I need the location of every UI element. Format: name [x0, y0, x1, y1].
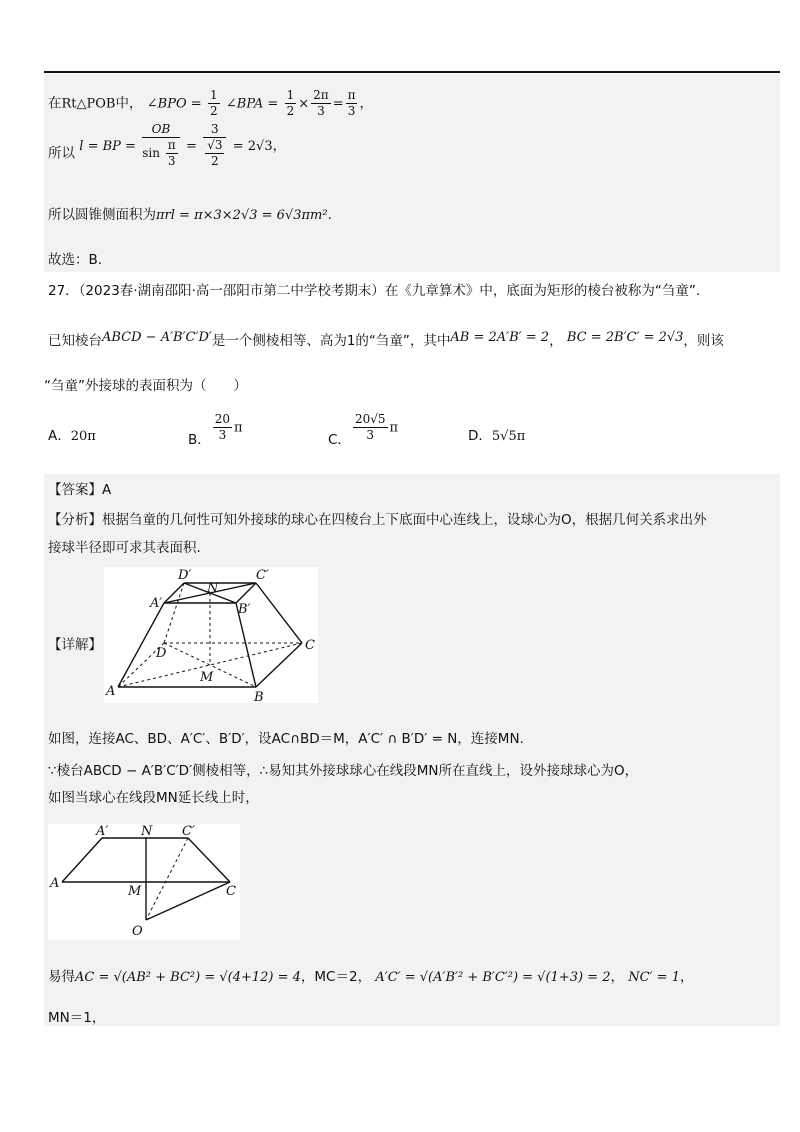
- fraction-pi-3-inner: [166, 138, 178, 169]
- solution-line-1: [48, 88, 373, 119]
- frac-num: π: [347, 88, 356, 102]
- fraction-pi-3: [346, 88, 358, 119]
- label-c1: C′: [256, 568, 269, 583]
- equals-sign: =: [332, 96, 344, 112]
- detail-paragraph-1: 如图，连接AC、BD、A′C′、B′D′，设AC∩BD＝M，A′C′ ∩ B′D′ = N，连接MN.: [48, 731, 524, 747]
- nc1-length: NC′ = 1: [628, 970, 680, 985]
- fraction-2pi-3: [311, 88, 331, 119]
- analysis-line-2: 接球半径即可求其表面积.: [48, 540, 201, 556]
- frac-num: 2π: [313, 88, 329, 102]
- frac-den: [142, 138, 179, 169]
- question-number: 27．: [48, 283, 79, 299]
- label-c1: C′: [182, 824, 195, 839]
- option-d[interactable]: [468, 426, 525, 447]
- option-c[interactable]: [328, 412, 399, 448]
- frac-den: 2: [209, 104, 218, 118]
- text-prefix: 所以圆锥侧面积为: [48, 207, 156, 223]
- option-label: A．: [48, 428, 71, 444]
- question-line-1: [48, 281, 700, 301]
- label-a1: A′: [150, 596, 163, 611]
- option-label: B．: [188, 431, 211, 448]
- question-line-3: “刍童”外接球的表面积为（ ）: [44, 378, 247, 394]
- frac-den: [203, 138, 226, 169]
- frac-den: 2: [286, 104, 295, 118]
- times-sign: ×: [298, 96, 310, 112]
- cross-section-figure: [48, 824, 240, 940]
- frac-den: 3: [167, 154, 176, 168]
- label-c: C: [226, 884, 236, 899]
- frac-den: 2: [211, 154, 219, 168]
- detail-label: 【详解】: [48, 637, 102, 653]
- frac-num: 20√5: [354, 412, 386, 426]
- frac-den: 3: [317, 104, 325, 118]
- comma: ，: [679, 969, 694, 985]
- text-prefix: 所以: [48, 145, 75, 162]
- label-d1: D′: [178, 568, 192, 583]
- detail-paragraph-2: ∵棱台ABCD − A′B′C′D′侧棱相等，∴易知其外接球球心在线段MN所在直线上，设外接球球心为O，: [48, 763, 639, 779]
- detail-paragraph-5: MN＝1，: [48, 1010, 106, 1026]
- question-source-text: （2023春·湖南邵阳·高一邵阳市第二中学校考期末）在《九章算术》中，底面为矩形的棱台被称为“刍童”.: [78, 283, 701, 299]
- ab-equation: AB = 2A′B′ = 2: [450, 330, 550, 345]
- comma: ，: [549, 333, 563, 349]
- text-a: 易得: [48, 969, 75, 985]
- solution-line-2: [48, 122, 287, 177]
- option-label: D．: [468, 428, 492, 444]
- label-m: M: [128, 884, 142, 899]
- frac-den: 3: [366, 428, 375, 442]
- sin-text: sin: [142, 146, 160, 160]
- lateral-area-formula: πrl = π×3×2√3 = 6√3πm²: [156, 208, 328, 223]
- mc-length: ，MC＝2，: [300, 969, 372, 985]
- frustum-figure: [104, 567, 318, 703]
- comma: ，: [272, 137, 287, 154]
- comma: ，: [359, 95, 373, 112]
- frac-den: 3: [218, 428, 227, 442]
- detail-paragraph-3: 如图当球心在线段MN延长线上时，: [48, 790, 259, 806]
- ac-length: AC = √(AB² + BC²) = √(4+12) = 4: [75, 970, 301, 985]
- frac-num: 20: [214, 412, 231, 426]
- label-b: B: [254, 690, 264, 703]
- label-n: N: [207, 581, 219, 596]
- solution-line-3: [48, 205, 332, 226]
- answer-line: 【答案】A: [48, 482, 112, 498]
- triangle-name: Rt△POB: [61, 96, 116, 112]
- frac-num: OB: [142, 122, 179, 138]
- label-d: D: [156, 646, 167, 661]
- option-pi: π: [389, 420, 399, 436]
- answer-choice-text: 故选：B.: [48, 252, 103, 268]
- angle-bpo: ∠BPO =: [146, 96, 202, 112]
- text-mid: 中，: [115, 95, 143, 112]
- comma: ，: [610, 969, 624, 985]
- option-label: C．: [328, 431, 351, 448]
- option-value: 5√5π: [491, 429, 526, 444]
- option-fraction: [353, 412, 388, 443]
- fraction-half: [208, 88, 220, 119]
- option-fraction: [213, 412, 232, 443]
- l-equals-bp: l = BP =: [79, 138, 136, 154]
- label-n: N: [141, 824, 153, 839]
- top-rule: [44, 71, 780, 73]
- question-line-2: [48, 331, 724, 352]
- frac-den: 3: [347, 104, 356, 118]
- option-a[interactable]: [48, 426, 96, 447]
- option-pi: π: [234, 420, 243, 436]
- text-g: ，则该: [683, 333, 724, 349]
- label-o: O: [132, 924, 143, 939]
- fraction-ob-over-sin: [142, 122, 179, 169]
- result-2root3: = 2√3: [232, 138, 273, 154]
- label-b1: B′: [238, 602, 251, 617]
- fraction-root3-2: [205, 138, 224, 169]
- text-prefix: 在: [48, 95, 62, 112]
- text-a: 已知棱台: [48, 333, 102, 349]
- detail-paragraph-4: [48, 967, 693, 988]
- frac-num: √3: [207, 138, 223, 152]
- label-m: M: [200, 670, 214, 685]
- angle-bpa: ∠BPA =: [225, 96, 279, 112]
- text-c: 是一个侧棱相等、高为1的“刍童”，其中: [211, 333, 451, 349]
- frac-num: 1: [286, 88, 295, 102]
- label-a: A: [106, 684, 116, 699]
- analysis-line-1: 【分析】根据刍童的几何性可知外接球的球心在四棱台上下底面中心连线上，设球心为O，根据几何关系求出外: [48, 512, 707, 528]
- period: .: [327, 207, 332, 223]
- label-a: A: [50, 876, 60, 891]
- frustum-name: ABCD − A′B′C′D′: [102, 330, 212, 345]
- label-a1: A′: [96, 824, 109, 839]
- option-b[interactable]: [188, 412, 243, 448]
- equals-sign: =: [185, 138, 197, 154]
- option-value: 20π: [70, 429, 96, 444]
- fraction-half-2: [285, 88, 297, 119]
- a1c1-length: A′C′ = √(A′B′² + B′C′²) = √(1+3) = 2: [375, 970, 611, 985]
- frac-num: 3: [203, 122, 226, 138]
- bc-equation: BC = 2B′C′ = 2√3: [566, 330, 684, 345]
- fraction-3-over-root3-2: [203, 122, 226, 169]
- label-c: C: [305, 638, 315, 653]
- frac-num: π: [167, 138, 176, 152]
- frac-num: 1: [209, 88, 218, 102]
